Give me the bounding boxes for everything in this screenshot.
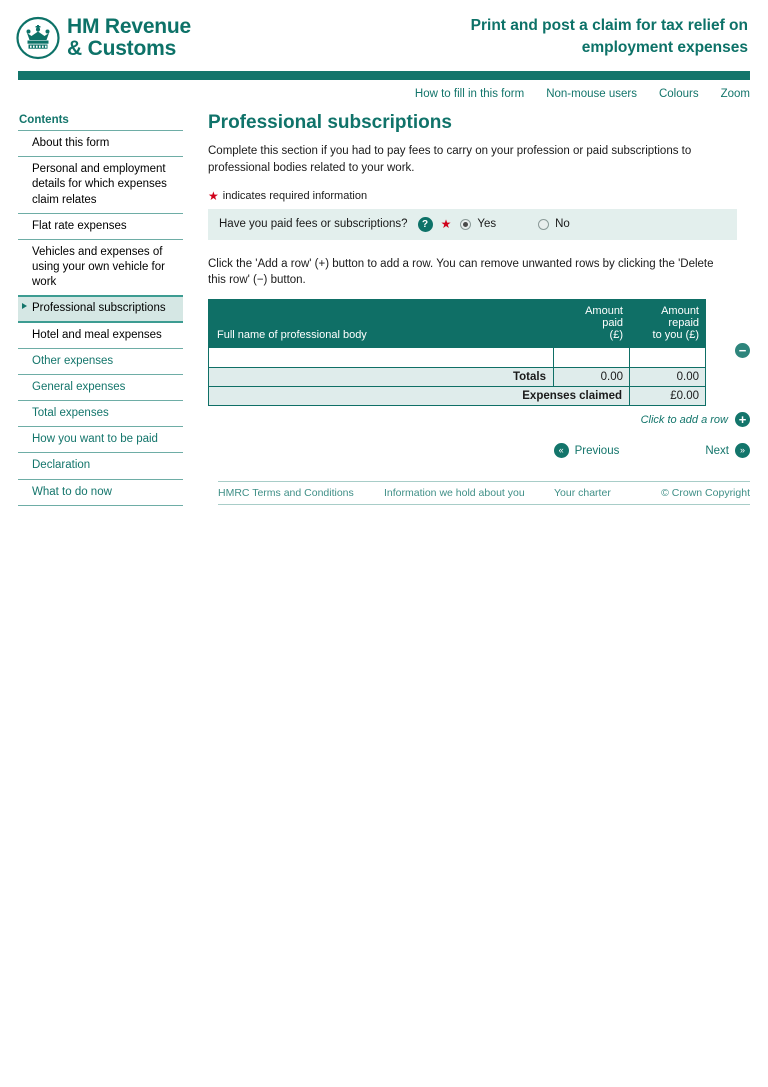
chevron-double-right-icon: » [735, 443, 750, 458]
expenses-table [208, 299, 706, 406]
radio-no[interactable] [538, 219, 549, 230]
sidebar-item-label: Total expenses [32, 407, 109, 420]
sidebar-item-personal-details[interactable] [18, 156, 183, 213]
util-link-zoom[interactable]: Zoom [720, 88, 750, 100]
toc-list [18, 130, 183, 506]
add-row-label: Click to add a row [640, 413, 728, 426]
sidebar-item-label: Declaration [32, 459, 91, 472]
sidebar-item-flat-rate-expenses[interactable] [18, 213, 183, 239]
add-row-control [208, 412, 750, 427]
table-instructions: Click the 'Add a row' (+) button to add a row. You can remove unwanted rows by clicking the 'Delete this row' (−) button. [208, 257, 714, 287]
hmrc-logo-text [67, 16, 191, 60]
util-link-colours[interactable]: Colours [658, 88, 699, 100]
required-note-text: indicates required information [222, 189, 368, 202]
table-header-row [209, 300, 706, 348]
sidebar-item-label: Professional subscriptions [32, 302, 166, 315]
totals-amount-repaid: 0.00 [630, 368, 706, 387]
column-header-amount-paid-line2: (£) [609, 329, 623, 342]
contents-heading: Contents [19, 114, 69, 126]
page-header [0, 0, 768, 70]
previous-label: Previous [574, 444, 620, 457]
column-header-amount-repaid [630, 300, 706, 348]
page-footer [218, 481, 750, 505]
sidebar-item-total-expenses[interactable] [18, 400, 183, 426]
column-header-amount-paid [554, 300, 630, 348]
column-header-amount-repaid-line1: Amount repaid [661, 305, 699, 330]
sidebar-item-label: How you want to be paid [32, 433, 158, 446]
crown-icon [16, 16, 60, 60]
sidebar-item-how-you-want-to-be-paid[interactable] [18, 426, 183, 452]
sidebar-item-what-to-do-now[interactable] [18, 479, 183, 506]
totals-amount-paid: 0.00 [554, 368, 630, 387]
footer-copyright: © Crown Copyright [661, 487, 750, 499]
sidebar-item-professional-subscriptions[interactable] [18, 295, 183, 322]
sidebar-item-label: Hotel and meal expenses [32, 328, 162, 341]
page-title-header: Print and post a claim for tax relief on employment expenses [470, 17, 748, 56]
util-link-non-mouse-users[interactable]: Non-mouse users [546, 88, 637, 100]
utility-nav [415, 88, 750, 100]
table-row [209, 348, 706, 368]
expenses-claimed-row [209, 387, 706, 406]
delete-row-button[interactable]: − [735, 343, 750, 358]
header-divider-bar [18, 71, 750, 80]
required-information-note [208, 190, 750, 202]
section-intro-text: Complete this section if you had to pay fees to carry on your profession or paid subscriptions to professional bodies related to your work. [208, 145, 692, 174]
next-button[interactable] [705, 443, 750, 458]
cell-professional-body-name[interactable] [209, 348, 554, 368]
sidebar-item-hotel-and-meal[interactable] [18, 323, 183, 348]
sidebar-item-label: General expenses [32, 380, 126, 393]
help-icon[interactable]: ? [418, 217, 433, 232]
sidebar-item-label: Vehicles and expenses of using your own vehicle for work [32, 245, 165, 289]
column-header-amount-repaid-line2: to you (£) [652, 329, 699, 342]
sidebar-item-vehicles[interactable] [18, 239, 183, 296]
page-navigation [208, 443, 750, 458]
input-amount-repaid[interactable] [630, 349, 705, 367]
footer-link-terms-and-conditions[interactable]: HMRC Terms and Conditions [218, 487, 354, 499]
sidebar-contents [18, 114, 183, 506]
add-row-button[interactable]: + [735, 412, 750, 427]
sidebar-item-label: Personal and employment details for which expenses claim relates [32, 163, 167, 206]
caret-right-icon [22, 303, 27, 309]
expenses-claimed-value: £0.00 [630, 387, 706, 406]
column-header-professional-body: Full name of professional body [209, 300, 554, 348]
sidebar-item-label: Other expenses [32, 354, 114, 367]
sidebar-item-other-expenses[interactable] [18, 348, 183, 374]
cell-amount-repaid[interactable] [630, 348, 706, 368]
required-star-icon: ★ [440, 217, 452, 232]
radio-group-paid-fees [460, 218, 569, 230]
radio-no-label: No [555, 218, 570, 231]
column-header-amount-paid-line1: Amount paid [585, 305, 623, 330]
main-content [208, 112, 750, 458]
sidebar-item-declaration[interactable] [18, 452, 183, 478]
cell-amount-paid[interactable] [554, 348, 630, 368]
sidebar-item-label: About this form [32, 137, 110, 149]
sidebar-item-general-expenses[interactable] [18, 374, 183, 400]
required-star-icon: ★ [208, 188, 219, 203]
section-title: Professional subscriptions [208, 112, 452, 133]
logo-line-2: & Customs [67, 37, 177, 60]
util-link-how-to-fill-in[interactable]: How to fill in this form [414, 88, 525, 100]
hmrc-logo [16, 16, 191, 60]
sidebar-item-label: Flat rate expenses [32, 219, 127, 232]
question-row [208, 209, 737, 240]
question-label: Have you paid fees or subscriptions? [219, 218, 408, 231]
expenses-table-block [208, 299, 750, 406]
expenses-claimed-label: Expenses claimed [209, 387, 630, 406]
next-label: Next [705, 444, 729, 457]
chevron-double-left-icon: « [554, 443, 569, 458]
radio-yes[interactable] [460, 219, 471, 230]
totals-label: Totals [209, 368, 554, 387]
footer-link-your-charter[interactable]: Your charter [554, 487, 611, 499]
input-amount-paid[interactable] [554, 349, 629, 367]
totals-row [209, 368, 706, 387]
input-professional-body-name[interactable] [209, 349, 553, 367]
sidebar-item-label: What to do now [32, 485, 112, 498]
footer-link-information-we-hold[interactable]: Information we hold about you [384, 487, 525, 499]
logo-line-1: HM Revenue [67, 15, 192, 39]
sidebar-item-about-this-form[interactable] [18, 130, 183, 156]
radio-yes-label: Yes [477, 218, 497, 231]
previous-button[interactable] [554, 443, 620, 458]
